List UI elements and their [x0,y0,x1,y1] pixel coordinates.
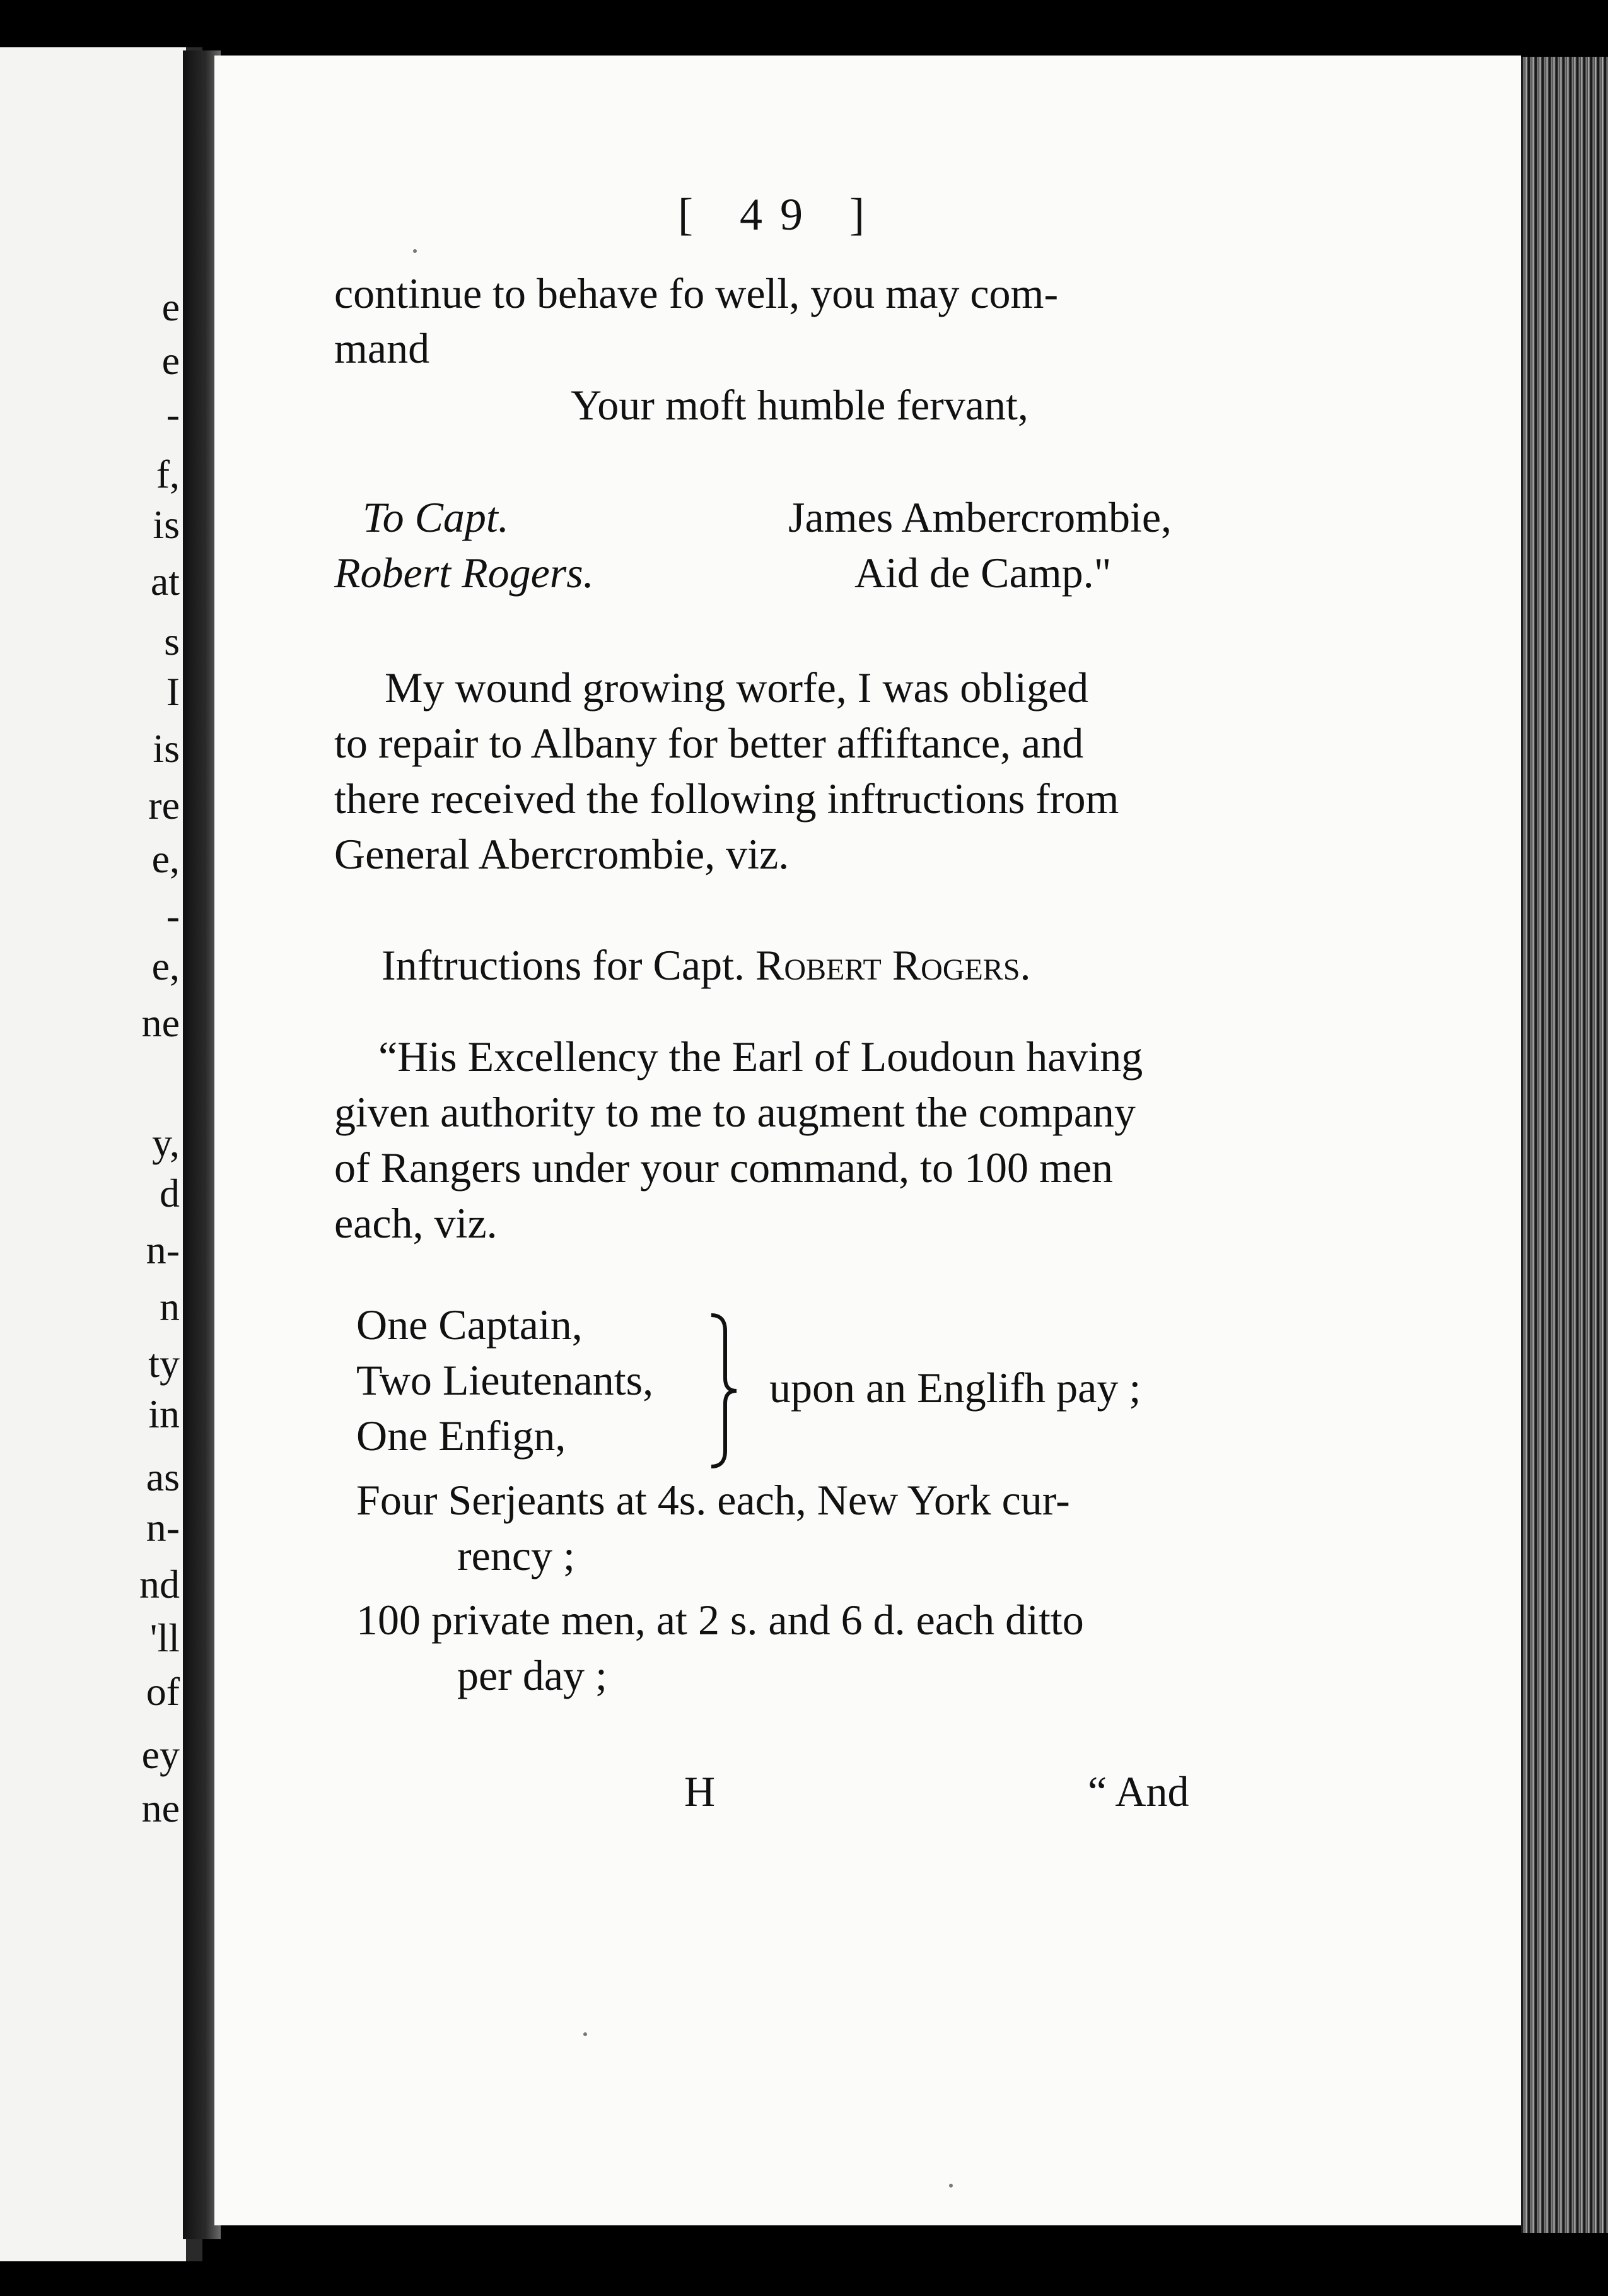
left-page-fragment: in [148,1391,180,1436]
list-item: 100 private men, at 2 s. and 6 d. each ditto [356,1596,1084,1644]
text-line: mand [334,324,430,372]
paper-speck [583,2032,587,2036]
section-heading-name: Robert Rogers. [755,941,1031,989]
left-page-fragment: e, [151,836,180,881]
left-page-fragment: - [166,893,180,938]
page-edges [1521,57,1608,2233]
closing-line: Your moft humble fervant, [571,381,1028,429]
signature-sender-title: Aid de Camp." [854,549,1112,597]
left-page-fragment: 'll [149,1615,180,1660]
left-page-fragment: is [153,726,180,771]
section-heading-prefix: Inftructions for Capt. [382,941,745,989]
left-page-fragment: - [166,392,180,436]
left-page-fragment: e [161,284,180,329]
left-page-fragment: is [153,502,180,547]
left-page-fragment: ty [148,1341,180,1386]
signature-mark: H [684,1767,716,1815]
list-item: One Captain, [356,1301,583,1349]
section-heading [382,940,1031,990]
left-page-fragment: of [146,1669,180,1714]
left-page-fragment: I [166,669,180,714]
left-facing-page [0,47,202,2261]
brace-label: upon an Englifh pay ; [769,1364,1141,1412]
quote-line: of Rangers under your command, to 100 men [334,1144,1114,1192]
left-page-fragment: at [150,559,180,604]
paper-speck [949,2184,953,2188]
list-item-continuation: rency ; [457,1532,575,1579]
signature-addressee: To Capt. [363,493,509,541]
list-item-continuation: per day ; [457,1651,607,1699]
list-item: Two Lieutenants, [356,1356,654,1404]
left-page-fragment: ne [141,1786,180,1830]
curly-brace [705,1312,743,1470]
quote-line: each, viz. [334,1199,498,1247]
catchword: “ And [1088,1767,1189,1815]
signature-addressee-name: Robert Rogers. [334,549,594,597]
left-page-fragment: as [146,1455,180,1499]
left-page-fragment: ey [141,1732,180,1777]
left-page-fragment: y, [152,1120,180,1165]
left-page-fragment: f, [156,452,180,496]
left-page-fragment: ne [141,1000,180,1045]
left-page-fragment: s [164,619,180,664]
left-page-fragment: e [161,338,180,383]
quote-line: given authority to me to augment the company [334,1088,1136,1136]
quote-line: “His Excellency the Earl of Loudoun having [378,1033,1143,1081]
left-page-fragment: e, [151,944,180,988]
paragraph-line: My wound growing worfe, I was obliged [385,664,1089,712]
left-page-fragment: d [160,1171,180,1215]
text-line: continue to behave fo well, you may com- [334,269,1059,317]
signature-sender: James Ambercrombie, [788,493,1172,541]
left-page-fragment: n- [146,1227,180,1272]
paper-speck [413,249,417,253]
left-page-fragment: nd [139,1562,180,1607]
list-item: Four Serjeants at 4s. each, New York cur- [356,1476,1070,1524]
page-number-header: [ 49 ] [678,189,882,240]
paragraph-line: there received the following inftructions from [334,775,1119,823]
paragraph-line: General Abercrombie, viz. [334,830,789,878]
list-item: One Enfign, [356,1412,566,1460]
left-page-fragment: re [148,783,180,828]
paragraph-line: to repair to Albany for better affiftance, and [334,719,1084,767]
left-page-fragment: n- [146,1505,180,1550]
left-page-fragment: n [160,1284,180,1329]
